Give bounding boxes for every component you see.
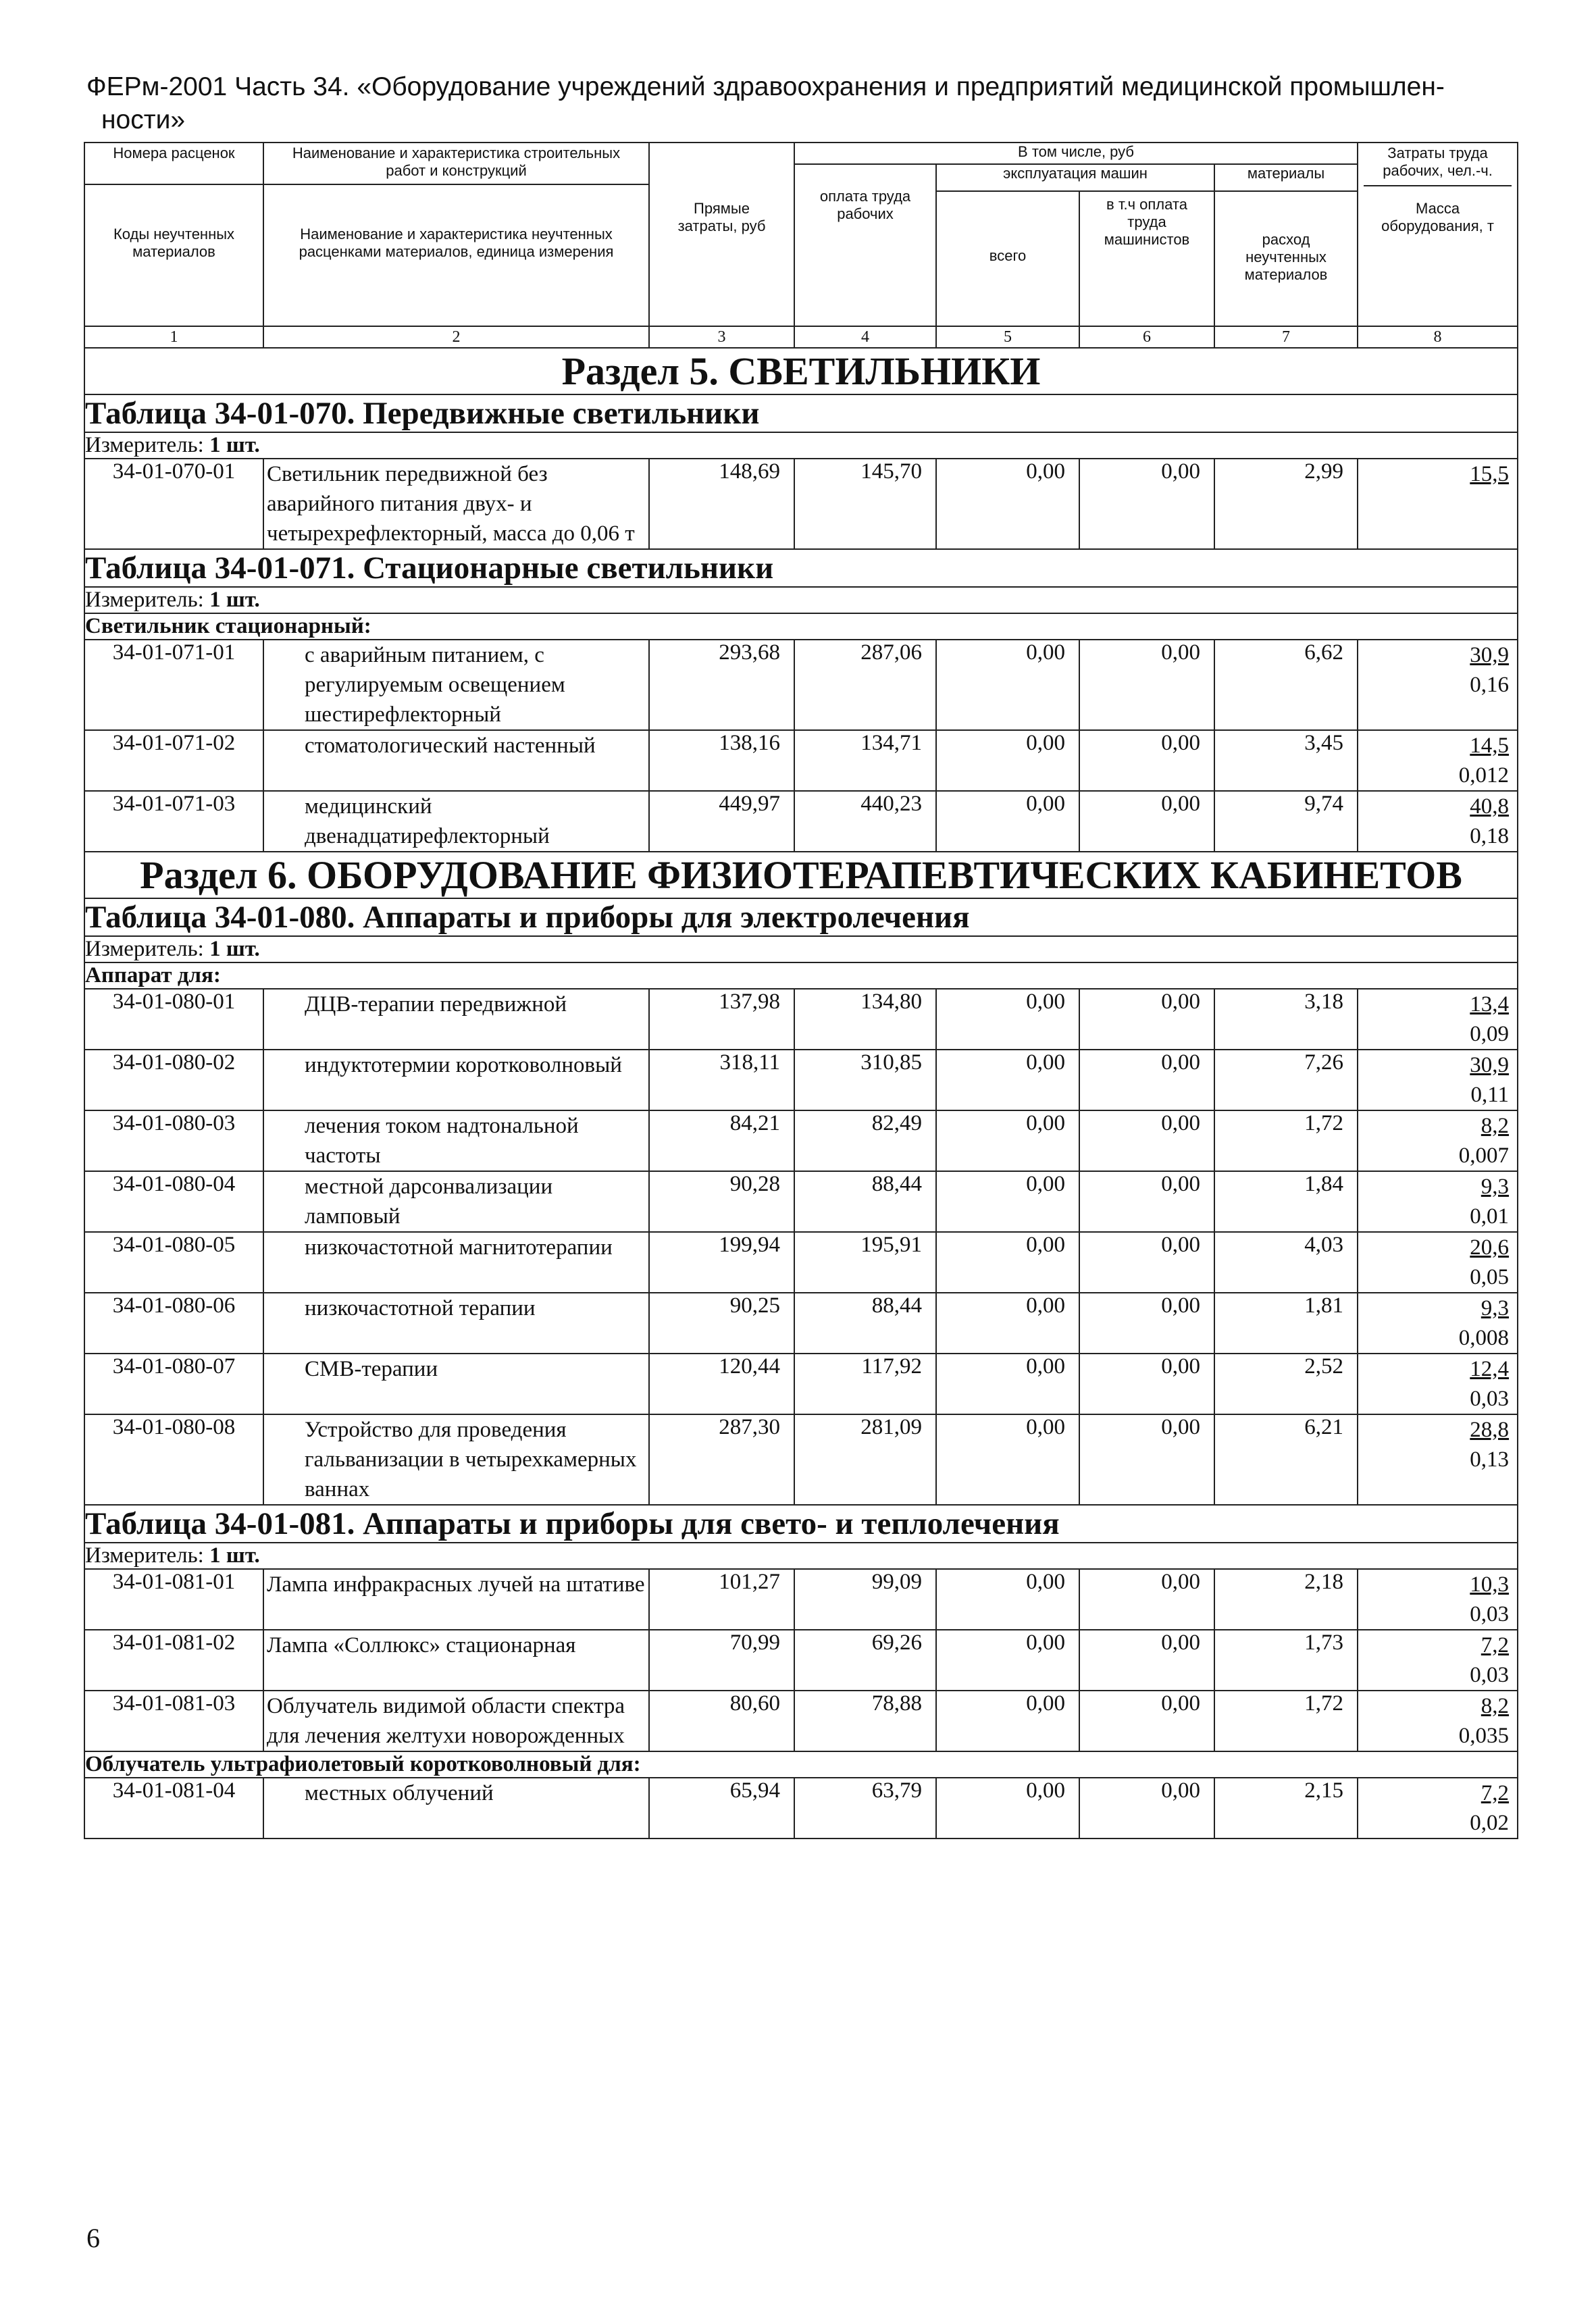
measure-value: 1 шт. — [209, 433, 260, 457]
labor-value: 8,2 — [1481, 1694, 1510, 1718]
exploitation-header: эксплуатация машин — [936, 164, 1214, 191]
group-heading: Облучатель ультрафиолетовый коротковолновый для: — [84, 1751, 1518, 1778]
group-heading-row — [84, 613, 1518, 640]
value-c3: 287,30 — [649, 1414, 794, 1505]
section-title: Раздел 5. СВЕТИЛЬНИКИ — [84, 348, 1518, 394]
table-row — [84, 1569, 1518, 1630]
value-c5: 0,00 — [936, 1630, 1079, 1691]
value-c6: 0,00 — [1079, 791, 1214, 852]
value-c4: 78,88 — [794, 1691, 936, 1751]
value-c5: 0,00 — [936, 791, 1079, 852]
rate-name: низкочастотной терапии — [263, 1293, 649, 1354]
value-c6: 0,00 — [1079, 1232, 1214, 1293]
measure-unit — [84, 1543, 1518, 1569]
rate-code: 34-01-071-02 — [84, 730, 263, 791]
table-row — [84, 1354, 1518, 1414]
rate-code: 34-01-080-01 — [84, 989, 263, 1050]
mass-value: 0,01 — [1470, 1204, 1510, 1229]
value-c5: 0,00 — [936, 989, 1079, 1050]
value-c6: 0,00 — [1079, 459, 1214, 549]
group-heading: Светильник стационарный: — [84, 613, 1518, 640]
value-c7: 2,15 — [1214, 1778, 1358, 1839]
column-number: 3 — [649, 326, 794, 348]
value-c7: 2,18 — [1214, 1569, 1358, 1630]
measure-unit — [84, 936, 1518, 962]
labor-value: 30,9 — [1470, 1053, 1510, 1077]
labor-mass-cell — [1358, 459, 1518, 549]
col5-header — [936, 191, 1079, 326]
value-c4: 134,80 — [794, 989, 936, 1050]
value-c7: 1,72 — [1214, 1110, 1358, 1171]
labor-mass-cell — [1358, 1691, 1518, 1751]
value-c6: 0,00 — [1079, 1110, 1214, 1171]
labor-mass-cell — [1358, 1293, 1518, 1354]
rate-name: Облучатель видимой области спектра для лечения желтухи новорожденных — [263, 1691, 649, 1751]
materials-header: материалы — [1214, 164, 1358, 191]
table-title: Таблица 34-01-070. Передвижные светильники — [84, 394, 1518, 432]
col7-header — [1214, 191, 1358, 326]
labor-mass-cell — [1358, 1630, 1518, 1691]
value-c7: 6,62 — [1214, 640, 1358, 730]
labor-value: 14,5 — [1470, 734, 1510, 758]
value-c5: 0,00 — [936, 1171, 1079, 1232]
value-c3: 137,98 — [649, 989, 794, 1050]
rate-code: 34-01-071-01 — [84, 640, 263, 730]
value-c3: 101,27 — [649, 1569, 794, 1630]
measure-label: Измеритель: — [85, 588, 204, 612]
col3-header — [649, 143, 794, 326]
col2-header — [263, 143, 649, 326]
col6-header-text: в т.ч оплата труда машинистов — [1104, 196, 1190, 248]
value-c4: 287,06 — [794, 640, 936, 730]
rate-code: 34-01-080-06 — [84, 1293, 263, 1354]
rate-code: 34-01-081-03 — [84, 1691, 263, 1751]
rate-name: местной дарсонвализации ламповый — [263, 1171, 649, 1232]
col2-header-bottom: Наименование и характеристика неучтенных расценками материалов, единица измерения — [299, 226, 614, 260]
table-row — [84, 1171, 1518, 1232]
value-c3: 120,44 — [649, 1354, 794, 1414]
col1-header-bottom: Коды неучтенных материалов — [113, 226, 235, 260]
labor-value: 12,4 — [1470, 1357, 1510, 1381]
mass-value: 0,03 — [1470, 1663, 1510, 1687]
value-c3: 148,69 — [649, 459, 794, 549]
labor-mass-cell — [1358, 1050, 1518, 1110]
value-c3: 138,16 — [649, 730, 794, 791]
value-c3: 293,68 — [649, 640, 794, 730]
value-c7: 1,73 — [1214, 1630, 1358, 1691]
rate-name: Лампа инфракрасных лучей на штативе — [263, 1569, 649, 1630]
rate-code: 34-01-080-02 — [84, 1050, 263, 1110]
labor-mass-cell — [1358, 1569, 1518, 1630]
table-row — [84, 1630, 1518, 1691]
rate-name: стоматологический настенный — [263, 730, 649, 791]
value-c3: 199,94 — [649, 1232, 794, 1293]
running-header-line1: ФЕРм-2001 Часть 34. «Оборудование учреждений здравоохранения и предприятий медицинской промышлен- — [86, 72, 1445, 101]
rate-name: Светильник передвижной без аварийного питания двух- и четырехрефлекторный, масса до 0,06 т — [263, 459, 649, 549]
table-row — [84, 1414, 1518, 1505]
table-row — [84, 989, 1518, 1050]
labor-value: 7,2 — [1481, 1781, 1510, 1805]
mass-value: 0,035 — [1458, 1724, 1510, 1748]
value-c4: 88,44 — [794, 1171, 936, 1232]
group-header: В том числе, руб — [794, 143, 1358, 164]
labor-value: 13,4 — [1470, 992, 1510, 1017]
value-c4: 69,26 — [794, 1630, 936, 1691]
measure-row — [84, 1543, 1518, 1569]
table-row — [84, 1110, 1518, 1171]
col7-header-text: расход неучтенных материалов — [1244, 231, 1328, 283]
rate-name: местных облучений — [263, 1778, 649, 1839]
value-c4: 195,91 — [794, 1232, 936, 1293]
value-c5: 0,00 — [936, 1354, 1079, 1414]
measure-row — [84, 936, 1518, 962]
section-title-row — [84, 852, 1518, 898]
value-c7: 1,81 — [1214, 1293, 1358, 1354]
rate-name: Устройство для проведения гальванизации в четырехкамерных ваннах — [263, 1414, 649, 1505]
value-c5: 0,00 — [936, 1232, 1079, 1293]
labor-mass-cell — [1358, 1354, 1518, 1414]
rate-name: ДЦВ-терапии передвижной — [263, 989, 649, 1050]
mass-value: 0,13 — [1470, 1447, 1510, 1472]
labor-value: 30,9 — [1470, 643, 1510, 667]
col4-header-text: оплата труда рабочих — [819, 188, 911, 222]
mass-value: 0,05 — [1470, 1265, 1510, 1289]
mass-value: 0,03 — [1470, 1602, 1510, 1626]
table-row — [84, 459, 1518, 549]
labor-mass-cell — [1358, 1232, 1518, 1293]
column-number: 1 — [84, 326, 263, 348]
column-number: 7 — [1214, 326, 1358, 348]
rate-name: СМВ-терапии — [263, 1354, 649, 1414]
table-row — [84, 791, 1518, 852]
value-c4: 88,44 — [794, 1293, 936, 1354]
mass-value: 0,012 — [1458, 763, 1510, 788]
rates-table — [84, 142, 1518, 1839]
rate-code: 34-01-080-07 — [84, 1354, 263, 1414]
table-title-row — [84, 898, 1518, 936]
value-c6: 0,00 — [1079, 640, 1214, 730]
value-c3: 449,97 — [649, 791, 794, 852]
value-c4: 134,71 — [794, 730, 936, 791]
group-heading-row — [84, 1751, 1518, 1778]
value-c4: 99,09 — [794, 1569, 936, 1630]
value-c6: 0,00 — [1079, 1691, 1214, 1751]
value-c6: 0,00 — [1079, 1569, 1214, 1630]
measure-label: Измеритель: — [85, 937, 204, 961]
value-c6: 0,00 — [1079, 1293, 1214, 1354]
value-c4: 310,85 — [794, 1050, 936, 1110]
rate-code: 34-01-080-08 — [84, 1414, 263, 1505]
labor-mass-cell — [1358, 1110, 1518, 1171]
labor-mass-cell — [1358, 1778, 1518, 1839]
rate-name: низкочастотной магнитотерапии — [263, 1232, 649, 1293]
labor-value: 7,2 — [1481, 1633, 1510, 1657]
group-heading: Аппарат для: — [84, 962, 1518, 989]
col1-header — [84, 143, 263, 326]
page-number: 6 — [86, 2223, 100, 2253]
mass-value: 0,16 — [1470, 673, 1510, 697]
rate-code: 34-01-080-05 — [84, 1232, 263, 1293]
value-c4: 117,92 — [794, 1354, 936, 1414]
labor-mass-cell — [1358, 730, 1518, 791]
col8-header-bottom: Масса оборудования, т — [1381, 200, 1494, 234]
table-row — [84, 1691, 1518, 1751]
table-row — [84, 1293, 1518, 1354]
value-c5: 0,00 — [936, 1569, 1079, 1630]
rate-code: 34-01-080-04 — [84, 1171, 263, 1232]
rate-name: индуктотермии коротковолновый — [263, 1050, 649, 1110]
mass-value: 0,11 — [1470, 1083, 1510, 1107]
rate-name: лечения током надтональной частоты — [263, 1110, 649, 1171]
value-c4: 82,49 — [794, 1110, 936, 1171]
col8-header-top: Затраты труда рабочих, чел.-ч. — [1364, 143, 1512, 186]
value-c6: 0,00 — [1079, 1050, 1214, 1110]
column-number: 4 — [794, 326, 936, 348]
labor-mass-cell — [1358, 640, 1518, 730]
value-c6: 0,00 — [1079, 1778, 1214, 1839]
table-row — [84, 730, 1518, 791]
mass-value: 0,02 — [1470, 1811, 1510, 1835]
value-c6: 0,00 — [1079, 1630, 1214, 1691]
group-heading-row — [84, 962, 1518, 989]
value-c5: 0,00 — [936, 1778, 1079, 1839]
labor-mass-cell — [1358, 989, 1518, 1050]
value-c3: 84,21 — [649, 1110, 794, 1171]
rate-code: 34-01-081-04 — [84, 1778, 263, 1839]
col4-header — [794, 164, 936, 326]
value-c6: 0,00 — [1079, 1354, 1214, 1414]
labor-value: 8,2 — [1481, 1114, 1510, 1138]
table-title: Таблица 34-01-071. Стационарные светильники — [84, 549, 1518, 587]
measure-value: 1 шт. — [209, 937, 260, 961]
value-c6: 0,00 — [1079, 989, 1214, 1050]
value-c3: 90,25 — [649, 1293, 794, 1354]
measure-label: Измеритель: — [85, 433, 204, 457]
value-c4: 63,79 — [794, 1778, 936, 1839]
value-c5: 0,00 — [936, 1691, 1079, 1751]
col3-header-text: Прямые затраты, руб — [677, 200, 766, 234]
column-number: 6 — [1079, 326, 1214, 348]
labor-value: 28,8 — [1470, 1418, 1510, 1442]
value-c5: 0,00 — [936, 1110, 1079, 1171]
value-c3: 318,11 — [649, 1050, 794, 1110]
table-title: Таблица 34-01-081. Аппараты и приборы для свето- и теплолечения — [84, 1505, 1518, 1543]
value-c6: 0,00 — [1079, 1414, 1214, 1505]
value-c7: 1,84 — [1214, 1171, 1358, 1232]
rate-name: с аварийным питанием, с регулируемым освещением шестирефлекторный — [263, 640, 649, 730]
labor-value: 9,3 — [1481, 1175, 1510, 1199]
value-c3: 80,60 — [649, 1691, 794, 1751]
labor-mass-cell — [1358, 791, 1518, 852]
value-c5: 0,00 — [936, 1414, 1079, 1505]
column-number: 2 — [263, 326, 649, 348]
value-c7: 6,21 — [1214, 1414, 1358, 1505]
value-c6: 0,00 — [1079, 1171, 1214, 1232]
labor-value: 40,8 — [1470, 794, 1510, 819]
table-row — [84, 1778, 1518, 1839]
value-c4: 145,70 — [794, 459, 936, 549]
table-title-row — [84, 1505, 1518, 1543]
value-c4: 281,09 — [794, 1414, 936, 1505]
labor-value: 15,5 — [1470, 462, 1510, 486]
labor-value: 20,6 — [1470, 1235, 1510, 1260]
mass-value: 0,09 — [1470, 1022, 1510, 1046]
col1-header-top: Номера расценок — [85, 143, 263, 185]
table-row — [84, 1232, 1518, 1293]
value-c6: 0,00 — [1079, 730, 1214, 791]
table-row — [84, 640, 1518, 730]
value-c7: 9,74 — [1214, 791, 1358, 852]
value-c7: 4,03 — [1214, 1232, 1358, 1293]
col6-header — [1079, 191, 1214, 326]
measure-unit — [84, 587, 1518, 613]
table-row — [84, 1050, 1518, 1110]
labor-mass-cell — [1358, 1171, 1518, 1232]
rate-code: 34-01-081-02 — [84, 1630, 263, 1691]
value-c5: 0,00 — [936, 459, 1079, 549]
table-title-row — [84, 549, 1518, 587]
table-title-row — [84, 394, 1518, 432]
rate-code: 34-01-070-01 — [84, 459, 263, 549]
section-title: Раздел 6. ОБОРУДОВАНИЕ ФИЗИОТЕРАПЕВТИЧЕСКИХ КАБИНЕТОВ — [84, 852, 1518, 898]
rate-code: 34-01-081-01 — [84, 1569, 263, 1630]
measure-label: Измеритель: — [85, 1543, 204, 1568]
value-c3: 70,99 — [649, 1630, 794, 1691]
rate-code: 34-01-080-03 — [84, 1110, 263, 1171]
col5-header-text: всего — [989, 247, 1027, 264]
header-row — [84, 143, 1518, 164]
value-c7: 3,45 — [1214, 730, 1358, 791]
value-c7: 7,26 — [1214, 1050, 1358, 1110]
mass-value: 0,03 — [1470, 1387, 1510, 1411]
value-c4: 440,23 — [794, 791, 936, 852]
col2-header-top: Наименование и характеристика строительных работ и конструкций — [264, 143, 648, 185]
value-c5: 0,00 — [936, 640, 1079, 730]
running-header-line2: ности» — [101, 105, 186, 134]
value-c5: 0,00 — [936, 1050, 1079, 1110]
value-c5: 0,00 — [936, 730, 1079, 791]
column-number: 5 — [936, 326, 1079, 348]
column-number: 8 — [1358, 326, 1518, 348]
col8-header — [1358, 143, 1518, 326]
mass-value: 0,007 — [1458, 1143, 1510, 1168]
rate-code: 34-01-071-03 — [84, 791, 263, 852]
value-c7: 1,72 — [1214, 1691, 1358, 1751]
section-title-row — [84, 348, 1518, 394]
value-c5: 0,00 — [936, 1293, 1079, 1354]
mass-value: 0,008 — [1458, 1326, 1510, 1350]
measure-row — [84, 432, 1518, 459]
value-c7: 3,18 — [1214, 989, 1358, 1050]
measure-row — [84, 587, 1518, 613]
labor-mass-cell — [1358, 1414, 1518, 1505]
value-c7: 2,52 — [1214, 1354, 1358, 1414]
running-header — [86, 70, 1512, 136]
measure-value: 1 шт. — [209, 588, 260, 612]
value-c3: 90,28 — [649, 1171, 794, 1232]
column-number-row — [84, 326, 1518, 348]
table-title: Таблица 34-01-080. Аппараты и приборы для электролечения — [84, 898, 1518, 936]
measure-value: 1 шт. — [209, 1543, 260, 1568]
rate-name: медицинский двенадцатирефлекторный — [263, 791, 649, 852]
value-c3: 65,94 — [649, 1778, 794, 1839]
mass-value: 0,18 — [1470, 824, 1510, 848]
rate-name: Лампа «Соллюкс» стационарная — [263, 1630, 649, 1691]
labor-value: 9,3 — [1481, 1296, 1510, 1320]
value-c7: 2,99 — [1214, 459, 1358, 549]
labor-value: 10,3 — [1470, 1572, 1510, 1597]
measure-unit — [84, 432, 1518, 459]
